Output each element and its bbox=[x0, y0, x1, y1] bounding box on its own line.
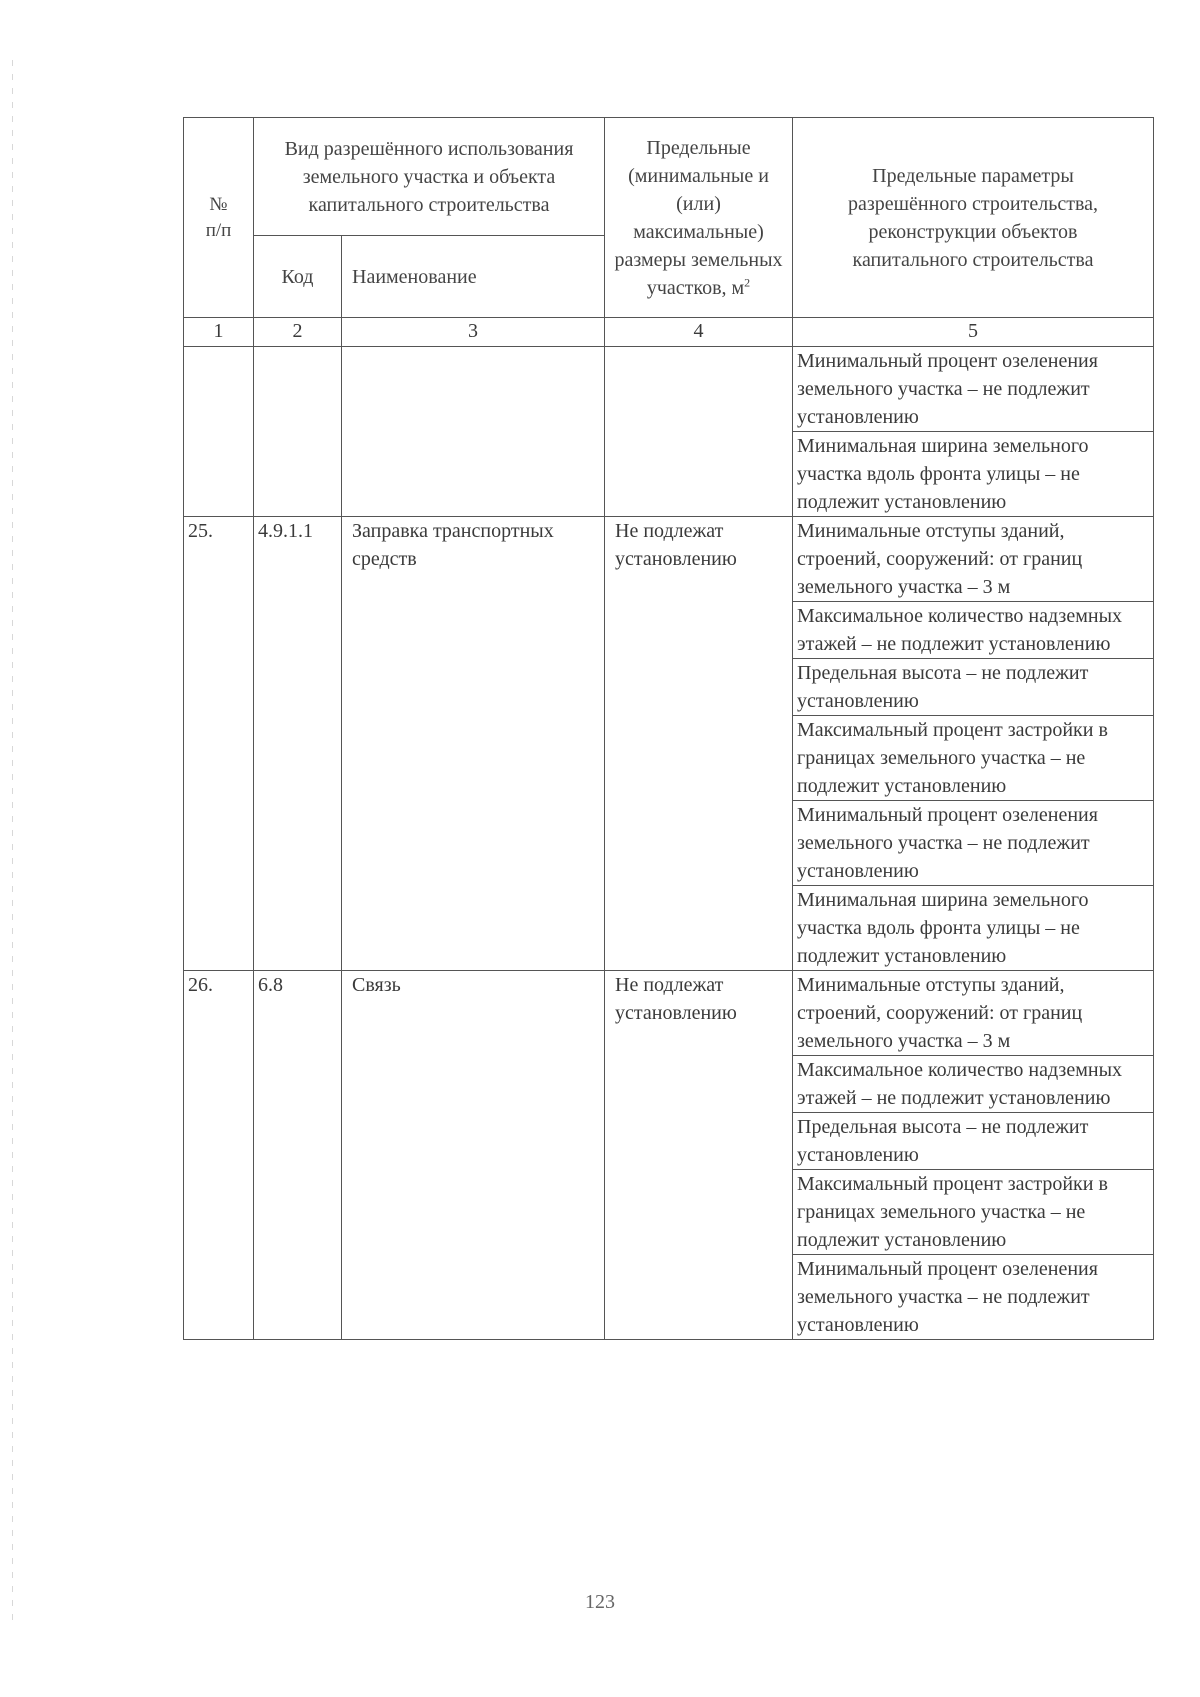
row-size-cell: Не подлежат установлению bbox=[605, 971, 793, 1340]
row-code-cell: 4.9.1.1 bbox=[254, 517, 342, 971]
row-size-cell: Не подлежат установлению bbox=[605, 517, 793, 971]
row-name-cell: Заправка транспортных средств bbox=[342, 517, 605, 971]
column-number-row bbox=[184, 318, 1154, 347]
header-number-label: № п/п bbox=[205, 193, 232, 241]
row-number-cell: 26. bbox=[184, 971, 254, 1340]
row-number-cell bbox=[184, 347, 254, 517]
header-sizes-unit-sup: 2 bbox=[744, 274, 751, 289]
table-row bbox=[184, 347, 1154, 432]
column-number: 4 bbox=[605, 318, 793, 347]
row-size-cell bbox=[605, 347, 793, 517]
table-row bbox=[184, 971, 1154, 1056]
header-name-label: Наименование bbox=[352, 265, 477, 288]
header-use-type-label: Вид разрешённого использования земельного участка и объекта капитального строительства bbox=[284, 137, 574, 216]
row-number-cell: 25. bbox=[184, 517, 254, 971]
column-number: 1 bbox=[184, 318, 254, 347]
header-sizes bbox=[605, 118, 793, 318]
header-code-label: Код bbox=[281, 265, 314, 288]
param-cell: Минимальная ширина земельного участка вдоль фронта улицы – не подлежит установлению bbox=[793, 432, 1154, 517]
regulations-table bbox=[183, 117, 1154, 1340]
header-params-label: Предельные параметры разрешённого строительства, реконструкции объектов капитального строительства bbox=[848, 164, 1098, 271]
param-cell: Максимальный процент застройки в границах земельного участка – не подлежит установлению bbox=[793, 1170, 1154, 1255]
table-header bbox=[184, 118, 1154, 347]
param-cell: Минимальный процент озеленения земельного участка – не подлежит установлению bbox=[793, 1255, 1154, 1340]
header-use-type bbox=[254, 118, 605, 236]
column-number: 5 bbox=[793, 318, 1154, 347]
column-number: 3 bbox=[342, 318, 605, 347]
row-name-cell: Связь bbox=[342, 971, 605, 1340]
header-code bbox=[254, 236, 342, 318]
row-name-cell bbox=[342, 347, 605, 517]
page-number: 123 bbox=[585, 1591, 615, 1613]
param-cell: Максимальный процент застройки в границах земельного участка – не подлежит установлению bbox=[793, 716, 1154, 801]
param-cell: Минимальный процент озеленения земельного участка – не подлежит установлению bbox=[793, 347, 1154, 432]
param-cell: Минимальный процент озеленения земельного участка – не подлежит установлению bbox=[793, 801, 1154, 886]
param-cell: Предельная высота – не подлежит установлению bbox=[793, 659, 1154, 716]
row-code-cell: 6.8 bbox=[254, 971, 342, 1340]
row-code-cell bbox=[254, 347, 342, 517]
param-cell: Предельная высота – не подлежит установлению bbox=[793, 1113, 1154, 1170]
header-sizes-label: Предельные (минимальные и (или) максимальные) размеры земельных участков, м bbox=[614, 136, 783, 299]
header-params bbox=[793, 118, 1154, 318]
column-number: 2 bbox=[254, 318, 342, 347]
header-name bbox=[342, 236, 605, 318]
table-body bbox=[184, 347, 1154, 1340]
param-cell: Минимальные отступы зданий, строений, сооружений: от границ земельного участка – 3 м bbox=[793, 517, 1154, 602]
param-cell: Минимальные отступы зданий, строений, сооружений: от границ земельного участка – 3 м bbox=[793, 971, 1154, 1056]
table-row bbox=[184, 517, 1154, 602]
param-cell: Максимальное количество надземных этажей – не подлежит установлению bbox=[793, 1056, 1154, 1113]
param-cell: Максимальное количество надземных этажей – не подлежит установлению bbox=[793, 602, 1154, 659]
header-number bbox=[184, 118, 254, 318]
param-cell: Минимальная ширина земельного участка вдоль фронта улицы – не подлежит установлению bbox=[793, 886, 1154, 971]
scan-edge-mark bbox=[12, 60, 13, 1620]
